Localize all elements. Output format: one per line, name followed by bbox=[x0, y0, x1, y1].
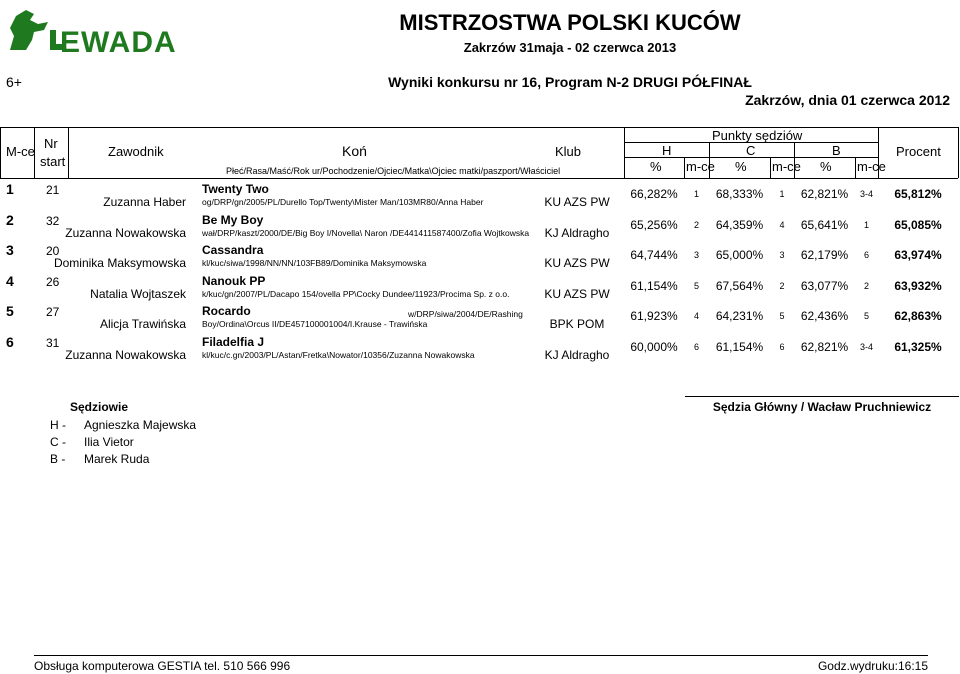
col-rider: Zawodnik bbox=[108, 144, 164, 159]
row-5-nr: 27 bbox=[46, 305, 60, 319]
row-2-horse: Be My Boy bbox=[202, 212, 264, 227]
col-judge-c: C bbox=[746, 143, 756, 158]
col-h-pct: % bbox=[650, 159, 662, 174]
col-judge-h: H bbox=[662, 143, 672, 158]
vline bbox=[958, 127, 959, 178]
row-2-place: 2 bbox=[6, 211, 14, 228]
row-5-h-mce: 4 bbox=[693, 311, 699, 321]
col-place: M-ce bbox=[6, 144, 35, 159]
event-dates: Zakrzów 31maja - 02 czerwca 2013 bbox=[463, 40, 677, 55]
row-5-c-mce: 5 bbox=[779, 311, 785, 321]
row-2-club: KJ Aldragho bbox=[544, 225, 610, 240]
col-c-mce: m-ce bbox=[772, 159, 801, 174]
col-horse-sub: Płeć/Rasa/Maść/Rok ur/Pochodzenie/Ojciec/Matka\Ojciec matki/paszport/Właściciel bbox=[226, 166, 561, 176]
judge-name: Marek Ruda bbox=[84, 452, 150, 466]
row-5-info2: w/DRP/siwa/2004/DE/Rashing bbox=[408, 309, 523, 319]
row-1-info: og/DRP/gn/2005/PL/Durello Top/Twenty\Mister Man/103MR80/Anna Haber bbox=[202, 197, 484, 207]
judge-name: Ilia Vietor bbox=[84, 435, 134, 449]
judges-title: Sędziowie bbox=[70, 400, 129, 414]
row-5-total: 62,863% bbox=[894, 309, 942, 323]
judge-position: H - bbox=[50, 418, 66, 432]
row-4-club: KU AZS PW bbox=[544, 286, 610, 301]
row-6-h-pct: 60,000% bbox=[630, 339, 678, 354]
svg-text:EWADA: EWADA bbox=[60, 26, 177, 56]
col-nr: Nr bbox=[44, 136, 58, 151]
row-4-h-mce: 5 bbox=[693, 280, 699, 291]
row-6-c-mce: 6 bbox=[779, 341, 785, 352]
row-6-b-mce: 3-4 bbox=[859, 341, 873, 352]
row-1-nr: 21 bbox=[46, 183, 60, 197]
row-5-horse: Rocardo bbox=[202, 304, 251, 318]
row-5-rider: Alicja Trawińska bbox=[99, 317, 186, 331]
event-title: MISTRZOSTWA POLSKI KUCÓW bbox=[399, 10, 741, 35]
row-4-c-pct: 67,564% bbox=[715, 278, 764, 293]
judge-position: B - bbox=[50, 452, 66, 466]
row-5-club: BPK POM bbox=[549, 317, 605, 331]
row-4-total: 63,932% bbox=[894, 278, 942, 293]
row-6-club: KJ Aldragho bbox=[544, 347, 610, 362]
col-horse: Koń bbox=[342, 143, 367, 159]
row-4-c-mce: 2 bbox=[779, 280, 785, 291]
row-4-b-mce: 2 bbox=[863, 280, 869, 291]
chief-judge: Sędzia Główny / Wacław Pruchniewicz bbox=[712, 400, 932, 414]
row-2-nr: 32 bbox=[46, 213, 60, 228]
row-3-horse: Cassandra bbox=[202, 243, 264, 257]
row-1-total: 65,812% bbox=[894, 187, 942, 201]
vline bbox=[68, 127, 69, 178]
row-3-c-mce: 3 bbox=[779, 250, 785, 260]
vline bbox=[624, 127, 625, 178]
row-1-rider: Zuzanna Haber bbox=[103, 195, 186, 209]
col-b-pct: % bbox=[820, 159, 832, 174]
row-6-info: kl/kuc/c.gn/2003/PL/Astan/Fretka\Nowator/10356/Zuzanna Nowakowska bbox=[202, 349, 475, 360]
row-6-c-pct: 61,154% bbox=[715, 339, 764, 354]
col-c-pct: % bbox=[735, 159, 747, 174]
row-4-info: k/kuc/gn/2007/PL/Dacapo 154/ovella PP\Cocky Dundee/11923/Procima Sp. z o.o. bbox=[202, 288, 510, 299]
row-1-h-pct: 66,282% bbox=[630, 187, 678, 201]
footer-right: Godz.wydruku:16:15 bbox=[817, 659, 928, 673]
row-3-b-mce: 6 bbox=[863, 250, 869, 260]
row-2-total: 65,085% bbox=[894, 217, 942, 232]
row-5-h-pct: 61,923% bbox=[630, 309, 678, 323]
row-3-total: 63,974% bbox=[894, 248, 942, 262]
table-top-line bbox=[0, 127, 958, 128]
results-title: Wyniki konkursu nr 16, Program N-2 DRUGI PÓŁFINAŁ bbox=[388, 74, 752, 90]
row-1-b-mce: 3-4 bbox=[859, 189, 873, 199]
row-2-b-mce: 1 bbox=[863, 219, 869, 230]
row-3-h-mce: 3 bbox=[693, 250, 699, 260]
row-3-b-pct: 62,179% bbox=[800, 248, 849, 262]
row-6-h-mce: 6 bbox=[693, 341, 699, 352]
row-4-b-pct: 63,077% bbox=[800, 278, 849, 293]
row-3-rider: Dominika Maksymowska bbox=[53, 256, 186, 270]
col-start: start bbox=[40, 154, 66, 169]
row-5-c-pct: 64,231% bbox=[715, 309, 764, 323]
judge-name: Agnieszka Majewska bbox=[84, 418, 197, 432]
table-header-bottom-line bbox=[0, 178, 958, 179]
col-judges-points: Punkty sędziów bbox=[712, 128, 803, 143]
row-1-c-pct: 68,333% bbox=[715, 187, 764, 201]
row-1-c-mce: 1 bbox=[779, 189, 785, 199]
col-judge-b: B bbox=[832, 143, 841, 158]
vline bbox=[855, 157, 856, 178]
row-3-c-pct: 65,000% bbox=[715, 248, 764, 262]
row-4-h-pct: 61,154% bbox=[630, 278, 678, 293]
row-4-horse: Nanouk PP bbox=[202, 273, 266, 288]
row-5-place: 5 bbox=[6, 303, 14, 319]
col-h-mce: m-ce bbox=[686, 159, 715, 174]
footer-left: Obsługa komputerowa GESTIA tel. 510 566 996 bbox=[34, 659, 291, 673]
row-3-h-pct: 64,744% bbox=[630, 248, 678, 262]
lewada-logo bbox=[4, 6, 196, 56]
chief-judge-line bbox=[685, 396, 959, 397]
footer-line bbox=[34, 655, 928, 656]
row-1-horse: Twenty Two bbox=[202, 182, 269, 196]
row-1-b-pct: 62,821% bbox=[800, 187, 849, 201]
vline bbox=[684, 157, 685, 178]
row-3-nr: 20 bbox=[46, 244, 60, 258]
row-2-h-pct: 65,256% bbox=[630, 217, 678, 232]
row-4-nr: 26 bbox=[46, 274, 60, 289]
row-3-info: kl/kuc/siwa/1998/NN/NN/103FB89/Dominika Maksymowska bbox=[202, 258, 427, 268]
row-6-b-pct: 62,821% bbox=[800, 339, 849, 354]
row-5-info: Boy/Ordina\Orcus II/DE457100001004/I.Krause - Trawińska bbox=[202, 319, 428, 329]
judge-position: C - bbox=[50, 435, 66, 449]
vline bbox=[0, 127, 1, 178]
row-6-rider: Zuzanna Nowakowska bbox=[65, 347, 186, 362]
col-b-mce: m-ce bbox=[857, 159, 886, 174]
vline bbox=[770, 157, 771, 178]
row-1-club: KU AZS PW bbox=[544, 195, 610, 209]
row-6-place: 6 bbox=[6, 333, 14, 350]
col-total: Procent bbox=[896, 144, 941, 159]
row-1-h-mce: 1 bbox=[693, 189, 699, 199]
col-club: Klub bbox=[555, 144, 582, 159]
row-4-place: 4 bbox=[6, 272, 14, 289]
competition-number: 6+ bbox=[6, 74, 22, 90]
row-4-rider: Natalia Wojtaszek bbox=[90, 286, 186, 301]
row-6-horse: Filadelfia J bbox=[202, 334, 265, 349]
row-2-info: wał/DRP/kaszt/2000/DE/Big Boy I/Novella\ Naron /DE441411587400/Zofia Wojtkowska bbox=[202, 227, 530, 238]
row-2-c-mce: 4 bbox=[779, 219, 785, 230]
row-5-b-mce: 5 bbox=[863, 311, 869, 321]
row-2-rider: Zuzanna Nowakowska bbox=[65, 225, 186, 240]
row-1-place: 1 bbox=[6, 181, 14, 197]
row-3-place: 3 bbox=[6, 242, 14, 258]
row-6-nr: 31 bbox=[46, 335, 60, 350]
place-date: Zakrzów, dnia 01 czerwca 2012 bbox=[745, 92, 950, 108]
row-3-club: KU AZS PW bbox=[544, 256, 610, 270]
row-2-c-pct: 64,359% bbox=[715, 217, 764, 232]
row-2-h-mce: 2 bbox=[693, 219, 699, 230]
row-6-total: 61,325% bbox=[894, 339, 942, 354]
row-2-b-pct: 65,641% bbox=[800, 217, 849, 232]
row-5-b-pct: 62,436% bbox=[800, 309, 849, 323]
